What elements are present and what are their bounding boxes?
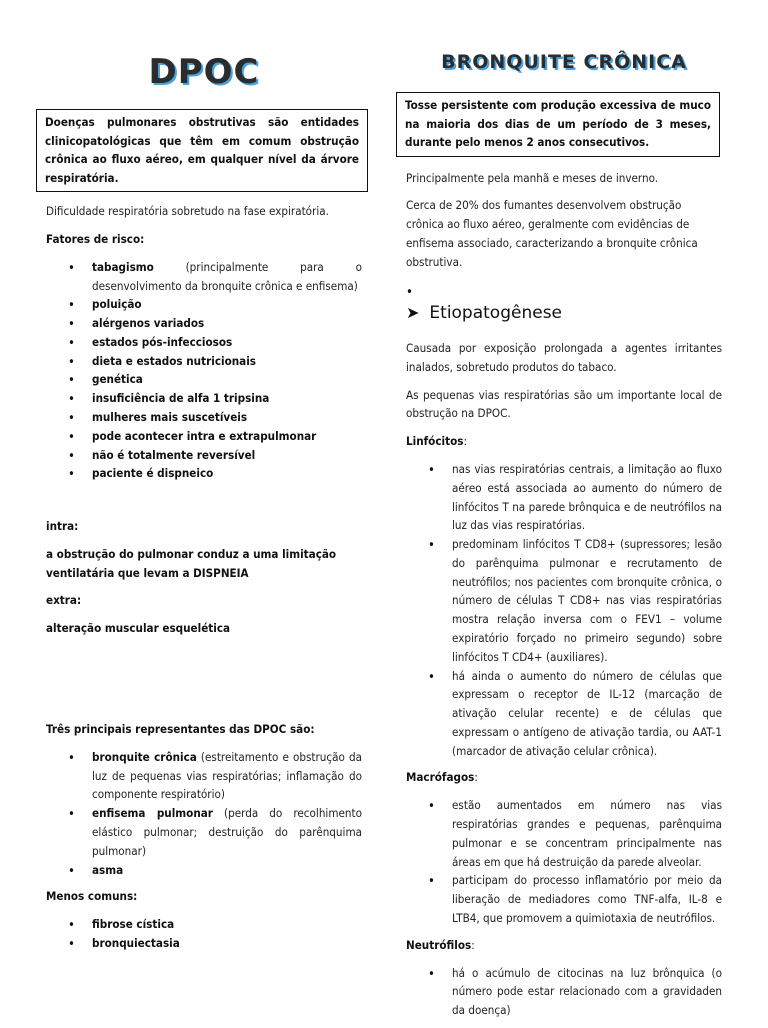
extra-text: alteração muscular esquelética: [46, 621, 231, 636]
list-item: • enfisema pulmonar (perda do recolhimento elástico pulmonar; destruição do parênquima pulmonar): [92, 804, 362, 860]
list-item: • estados pós-infecciosos: [92, 333, 362, 352]
linfocitos-list: [406, 460, 722, 761]
list-item: • participam do processo inflamatório por meio da liberação de mediadores como TNF-alfa, IL-8 e LTB4, que promovem a quimiotaxia de neutrófilos.: [452, 871, 722, 927]
list-item: • bronquiectasia: [92, 934, 362, 953]
right-column: [406, 0, 722, 1028]
list-item: • mulheres mais suscetíveis: [92, 408, 362, 427]
main-representatives-heading: Três principais representantes das DPOC são:: [46, 722, 315, 737]
etiopatogenese-title: Etiopatogênese: [429, 302, 563, 323]
risk-factors-list: [46, 258, 362, 483]
dpoc-definition-box: Doenças pulmonares obstrutivas são entidades clinicopatológicas que têm em comum obstrução crônica ao fluxo aéreo, em qualquer nível da árvore respiratória.: [36, 109, 368, 192]
list-item: • nas vias respiratórias centrais, a limitação ao fluxo aéreo está associada ao aumento do número de linfócitos T na parede brônquica e de neutrófilos na luz das vias respiratórias.: [452, 460, 722, 535]
empty-bullet-list: [406, 282, 722, 300]
list-item: • não é totalmente reversível: [92, 446, 362, 465]
etiopatogenese-heading: [406, 300, 722, 328]
bronquite-title: BRONQUITE CRÔNICA: [441, 51, 687, 73]
list-item: • paciente é dispneico: [92, 464, 362, 483]
intra-text: a obstrução do pulmonar conduz a uma limitação ventilatária que levam a DISPNEIA: [46, 546, 337, 580]
list-item: • genética: [92, 370, 362, 389]
left-column: [46, 0, 362, 961]
list-item: • pode acontecer intra e extrapulmonar: [92, 427, 362, 446]
macrofagos-list: [406, 796, 722, 927]
dpoc-title: DPOC: [148, 52, 260, 92]
bronquite-definition-box: Tosse persistente com produção excessiva de muco na maioria dos dias de um período de 3 meses, durante pelo menos 2 anos consecutivos.: [396, 92, 720, 157]
list-item: • bronquite crônica (estreitamento e obstrução da luz de pequenas vias respiratórias; inflamação do componente respiratório): [92, 748, 362, 804]
main-representatives-list: [46, 748, 362, 879]
neutrofilos-heading: Neutrófilos:: [406, 937, 475, 952]
intra-label: intra:: [46, 519, 79, 534]
less-common-list: [46, 915, 362, 953]
neutrofilos-list: [406, 964, 722, 1020]
list-item: • estão aumentados em número nas vias respiratórias grandes e pequenas, parênquima pulmonar e se concentram principalmente nas áreas em que há destruição da parede alveolar.: [452, 796, 722, 871]
macrofagos-heading: Macrófagos:: [406, 770, 478, 785]
list-item: • asma: [92, 861, 362, 880]
empty-bullet: [430, 282, 722, 300]
risk-factors-heading: Fatores de risco:: [46, 231, 145, 246]
list-item: • dieta e estados nutricionais: [92, 352, 362, 371]
extra-label: extra:: [46, 593, 82, 608]
less-common-heading: Menos comuns:: [46, 889, 138, 904]
list-item: • fibrose cística: [92, 915, 362, 934]
list-item: • insuficiência de alfa 1 tripsina: [92, 389, 362, 408]
bronquite-p2: Cerca de 20% dos fumantes desenvolvem obstrução crônica ao fluxo aéreo, geralmente com evidências de enfisema associado, caracterizando a bronquite crônica obstrutiva.: [406, 198, 698, 269]
list-item: • há ainda o aumento do número de células que expressam o receptor de IL-12 (marcação de ativação celular recente) e de células que expressam o antígeno de ativação tardia, ou AAT-1 (marcador de ativação celular crônica).: [452, 667, 722, 761]
bronquite-p1: Principalmente pela manhã e meses de inverno.: [406, 170, 659, 185]
etio-p1: Causada por exposição prolongada a agentes irritantes inalados, sobretudo produtos do tabaco.: [406, 341, 722, 374]
etio-p2: As pequenas vias respiratórias são um importante local de obstrução na DPOC.: [406, 387, 722, 421]
list-item: • poluição: [92, 295, 362, 314]
list-item: • alérgenos variados: [92, 314, 362, 333]
arrow-right-icon: ➤: [406, 303, 420, 323]
linfocitos-heading: Linfócitos:: [406, 434, 467, 449]
list-item: • predominam linfócitos T CD8+ (supressores; lesão do parênquima pulmonar e recrutamento de neutrófilos; nos pacientes com bronquite crônica, o número de células T CD8+ nas vias respiratórias mostra relação inversa com o FEV1 – volume expiratório forçado no primeiro segundo) sobre linfócitos T CD4+ (auxiliares).: [452, 535, 722, 666]
list-item: • há o acúmulo de citocinas na luz brônquica (o número pode estar relacionado com a gravidaden da doença): [452, 964, 722, 1020]
dpoc-difficulty-text: Dificuldade respiratória sobretudo na fase expiratória.: [46, 204, 329, 219]
list-item: • tabagismo (principalmente para o desenvolvimento da bronquite crônica e enfisema): [92, 258, 362, 296]
